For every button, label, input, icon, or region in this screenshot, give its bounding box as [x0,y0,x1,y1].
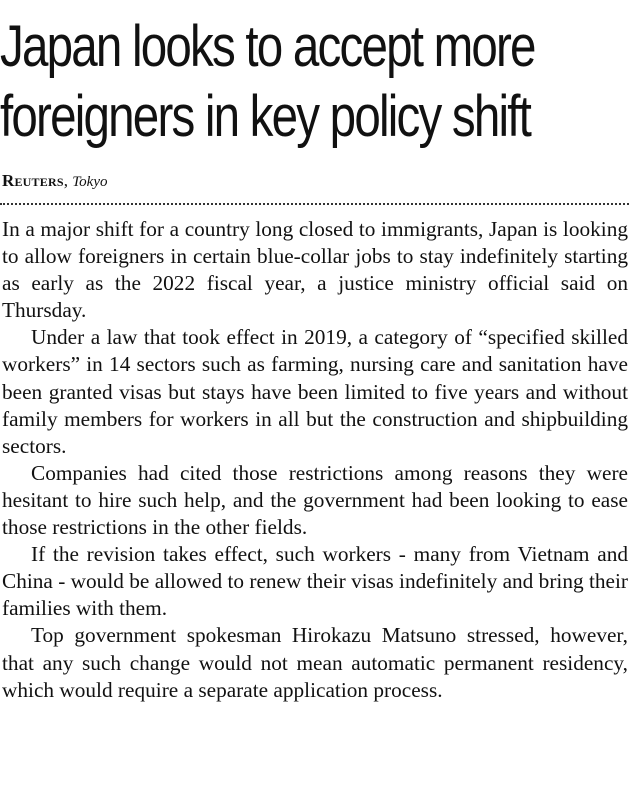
headline [0,12,629,152]
body-paragraph-4: If the revision takes effect, such workers - many from Vietnam and China - would be allowed to renew their visas indefinitely and bring their families with them. [2,542,628,621]
byline-separator: , [63,171,73,190]
article-body [2,216,628,704]
body-paragraph-1: In a major shift for a country long closed to immigrants, Japan is looking to allow foreigners in certain blue-collar jobs to stay indefinitely starting as early as the 2022 fiscal year, a justice ministry official said on Thursday. [2,217,628,323]
byline-location: Tokyo [72,174,108,190]
body-paragraph-2: Under a law that took effect in 2019, a category of “specified skilled workers” in 14 sectors such as farming, nursing care and sanitation have been granted visas but stays have been limited to five years and without family members for workers in all but the construction and shipbuilding sectors. [2,325,628,458]
headline-line-1: Japan looks to accept more [0,14,535,79]
byline [2,170,107,193]
dotted-divider [0,203,629,205]
body-paragraph-3: Companies had cited those restrictions among reasons they were hesitant to hire such help, and the government had been looking to ease those restrictions in the other fields. [2,460,628,540]
byline-agency: Reuters [2,171,64,190]
body-paragraph-5: Top government spokesman Hirokazu Matsuno stressed, however, that any such change would not mean automatic permanent residency, which would require a separate application process. [2,623,628,702]
headline-line-2: foreigners in key policy shift [0,84,531,149]
